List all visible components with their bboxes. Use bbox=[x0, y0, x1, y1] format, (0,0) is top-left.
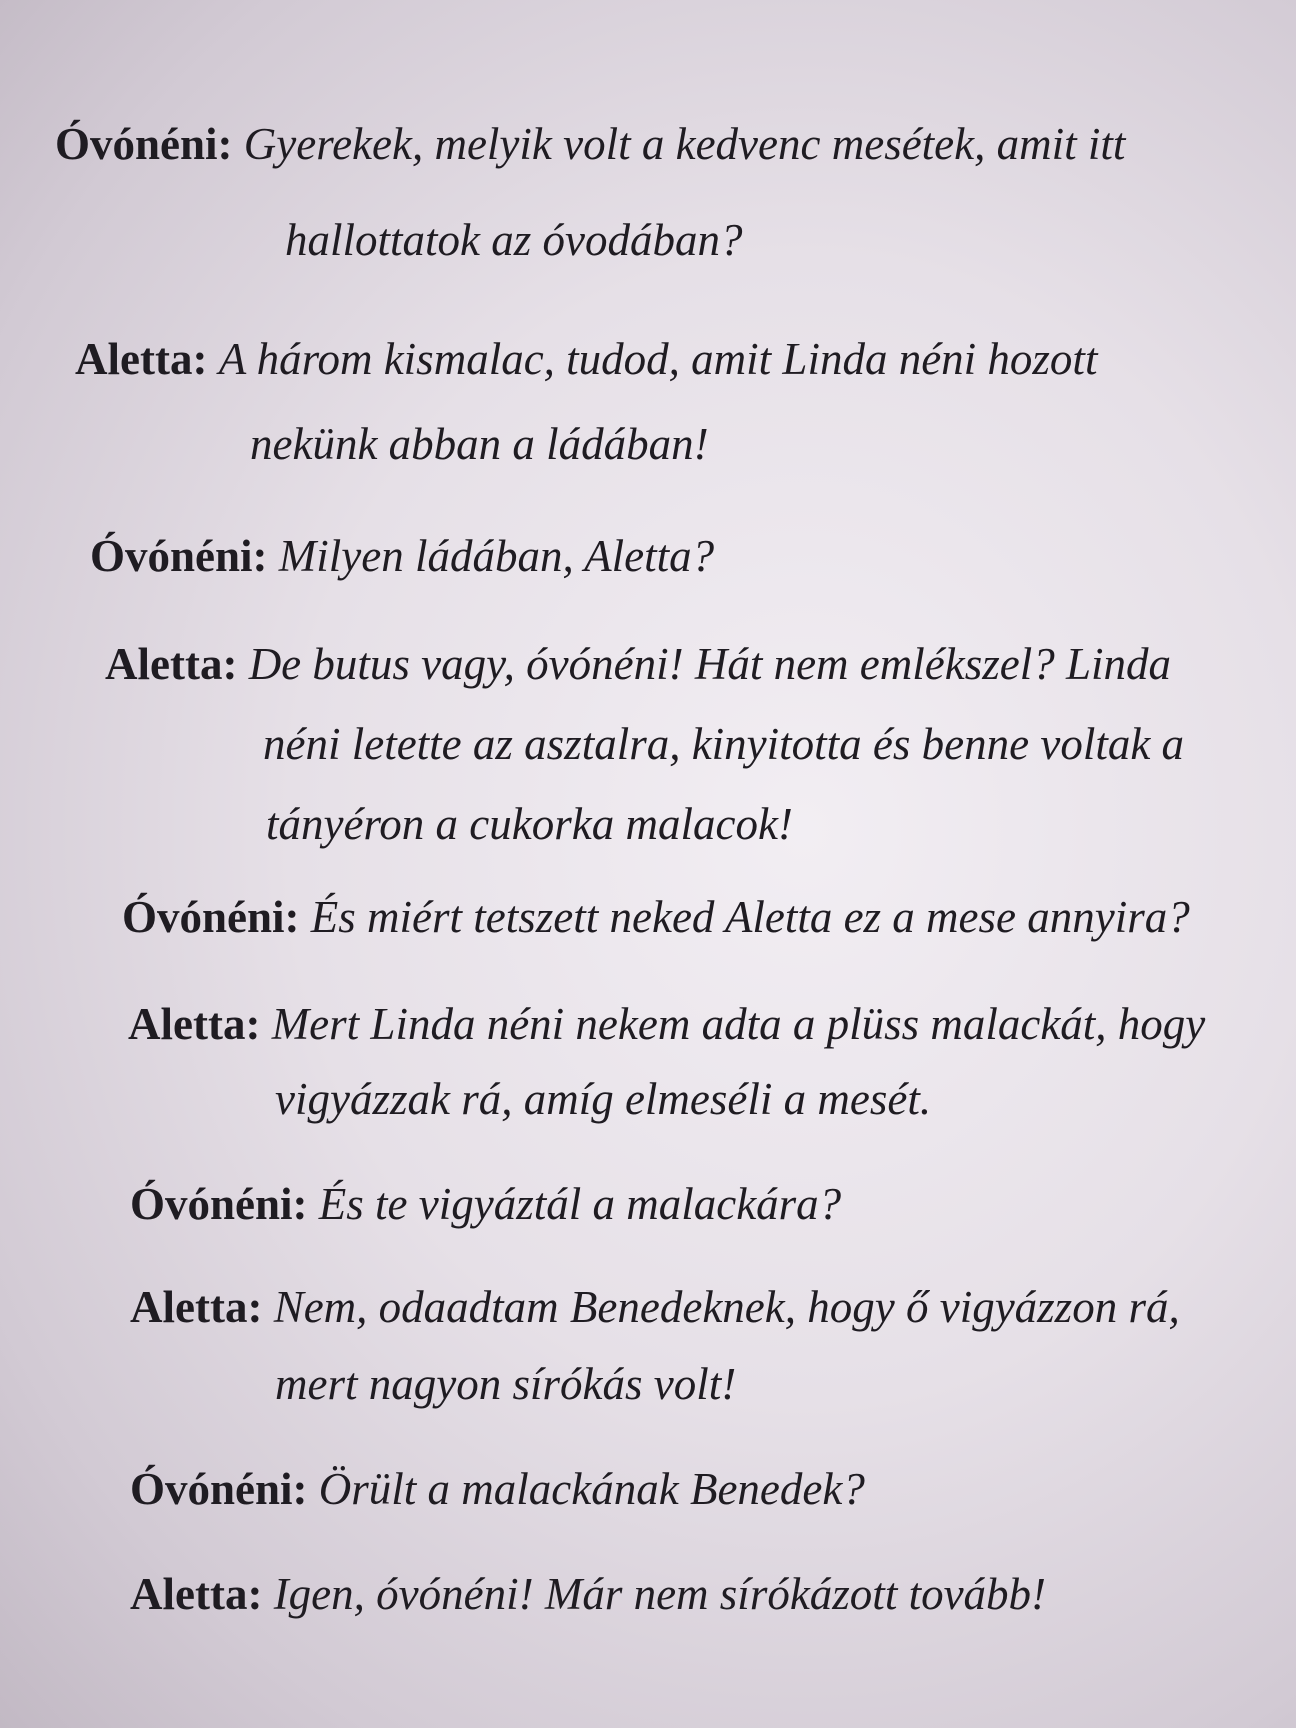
dialogue-line: mert nagyon sírókás volt! bbox=[275, 1359, 737, 1409]
speaker-label: Aletta: bbox=[130, 1282, 263, 1332]
dialogue-turn bbox=[130, 1445, 865, 1533]
dialogue-turn bbox=[130, 1263, 1180, 1351]
dialogue-line: Milyen ládában, Aletta? bbox=[278, 531, 715, 581]
dialogue-line: És te vigyáztál a malackára? bbox=[318, 1179, 842, 1229]
dialogue-line: Gyerekek, melyik volt a kedvenc mesétek, amit itt bbox=[243, 119, 1126, 169]
dialogue-turn bbox=[122, 873, 1190, 961]
speaker-label: Aletta: bbox=[130, 1569, 263, 1619]
dialogue-line: Nem, odaadtam Benedeknek, hogy ő vigyázzon rá, bbox=[273, 1282, 1180, 1332]
dialogue-turn bbox=[90, 512, 714, 600]
speaker-label: Óvónéni: bbox=[130, 1464, 308, 1514]
dialogue-line: A három kismalac, tudod, amit Linda néni hozott bbox=[218, 334, 1098, 384]
dialogue-line: Igen, óvónéni! Már nem sírókázott tovább! bbox=[273, 1569, 1047, 1619]
speaker-label: Óvónéni: bbox=[130, 1179, 308, 1229]
dialogue-line: néni letette az asztalra, kinyitotta és benne voltak a bbox=[263, 719, 1185, 769]
dialogue-line: És miért tetszett neked Aletta ez a mese annyira? bbox=[310, 892, 1190, 942]
dialogue-turn bbox=[55, 100, 1275, 188]
speaker-label: Óvónéni: bbox=[122, 892, 300, 942]
dialogue-turn bbox=[75, 315, 1275, 403]
dialogue-line: Örült a malackának Benedek? bbox=[318, 1464, 865, 1514]
speaker-label: Aletta: bbox=[105, 639, 238, 689]
dialogue-turn bbox=[130, 1550, 1046, 1638]
speaker-label: Óvónéni: bbox=[55, 119, 233, 169]
speaker-label: Aletta: bbox=[128, 999, 261, 1049]
dialogue-line: nekünk abban a ládában! bbox=[250, 419, 709, 469]
dialogue-line: vigyázzak rá, amíg elmeséli a mesét. bbox=[275, 1074, 932, 1124]
dialogue-line: De butus vagy, óvónéni! Hát nem emlékszel? Linda bbox=[248, 639, 1171, 689]
dialogue-turn bbox=[105, 620, 1171, 708]
dialogue-line: hallottatok az óvodában? bbox=[285, 215, 743, 265]
dialogue-turn bbox=[130, 1160, 841, 1248]
speaker-label: Aletta: bbox=[75, 334, 208, 384]
dialogue-line: Mert Linda néni nekem adta a plüss malackát, hogy bbox=[271, 999, 1206, 1049]
dialogue-line: tányéron a cukorka malacok! bbox=[266, 799, 793, 849]
speaker-label: Óvónéni: bbox=[90, 531, 268, 581]
